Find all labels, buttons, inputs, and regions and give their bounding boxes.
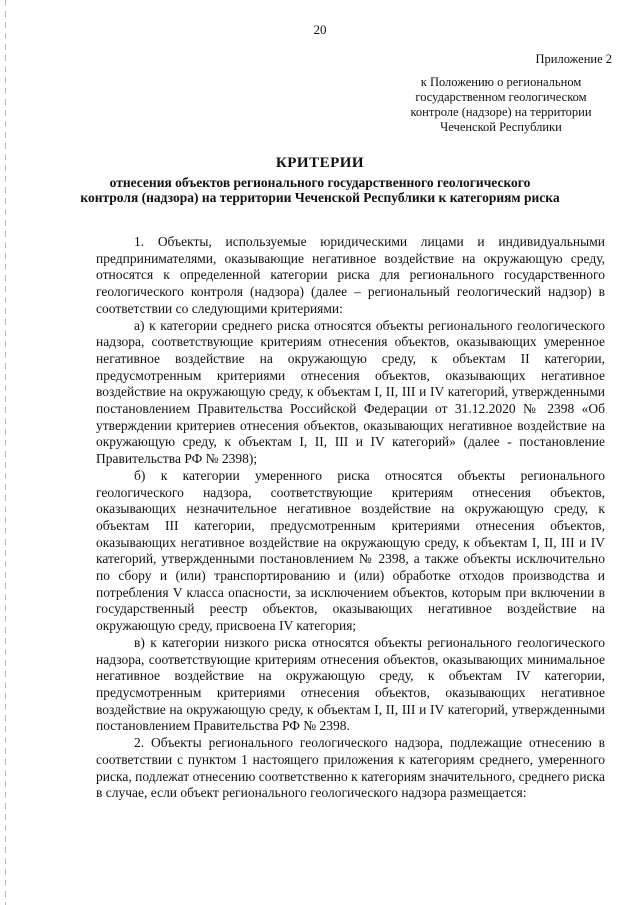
annex-header <box>372 52 612 135</box>
scan-edge-artifact <box>5 0 6 905</box>
paragraph-2: 2. Объекты регионального геологического надзора, подлежащие отнесению в соответствии с пунктом 1 настоящего приложения к категориям среднего, умеренного риска, подлежат отнесению соответственно к категориям значительного, среднего риска в случае, если объект регионального геологического надзора размещается: <box>96 735 605 801</box>
document-title: КРИТЕРИИ <box>275 155 365 171</box>
annex-reference: к Положению о региональном государственном геологическом контроле (надзоре) на территории Чеченской Республики <box>410 75 592 134</box>
paragraph-1b: б) к категории умеренного риска относятся объекты регионального геологического надзора, соответствующие критериям отнесения объектов, оказывающих незначительное негативное воздействие на окружающую среду, к объектам III категории, предусмотренным критериями отнесения объектов, оказывающих негативное воздействие на окружающую среду, к объектам I, II, III и IV категорий, утвержденными постановлением № 2398, а также объекты исключительно по сбору и (или) транспортированию и (или) обработке отходов производства и потребления V класса опасности, за исключением объектов, которым при включении в государственный реестр объектов, оказывающих негативное воздействие на окружающую среду, присвоена IV категория; <box>96 467 605 634</box>
paragraph-1: 1. Объекты, используемые юридическими лицами и индивидуальными предпринимателями, оказывающие негативное воздействие на окружающую среду, относятся к определенной категории риска для регионального государственного геологического контроля (надзора) (далее – региональный геологический надзор) в соответствии со следующими критериями: <box>96 234 605 316</box>
document-body <box>96 234 605 802</box>
page-number: 20 <box>313 22 327 37</box>
document-subtitle: отнесения объектов регионального государственного геологического контроля (надзора) на территории Чеченской Республики к категориям риска <box>80 175 560 205</box>
paragraph-1a: а) к категории среднего риска относятся объекты регионального геологического надзора, соответствующие критериям отнесения объектов, оказывающих умеренное негативное воздействие на окружающую среду, к объектам II категории, предусмотренным критериями отнесения объектов, оказывающих негативное воздействие на окружающую среду, к объектам I, II, III и IV категорий, утвержденными постановлением Правительства Российской Федерации от 31.12.2020 № 2398 «Об утверждении критериев отнесения объектов, оказывающих негативное воздействие на окружающую среду, к объектам I, II, III и IV категорий» (далее - постановление Правительства РФ № 2398); <box>96 317 605 467</box>
annex-label: Приложение 2 <box>535 52 612 66</box>
paragraph-1c: в) к категории низкого риска относятся объекты регионального геологического надзора, соответствующие критериям отнесения объектов, оказывающих минимальное негативное воздействие на окружающую среду, к объектам IV категории, предусмотренным критериями отнесения объектов, оказывающих негативное воздействие на окружающую среду, к объектам I, II, III и IV категорий, утвержденными постановлением Правительства РФ № 2398. <box>96 634 605 734</box>
